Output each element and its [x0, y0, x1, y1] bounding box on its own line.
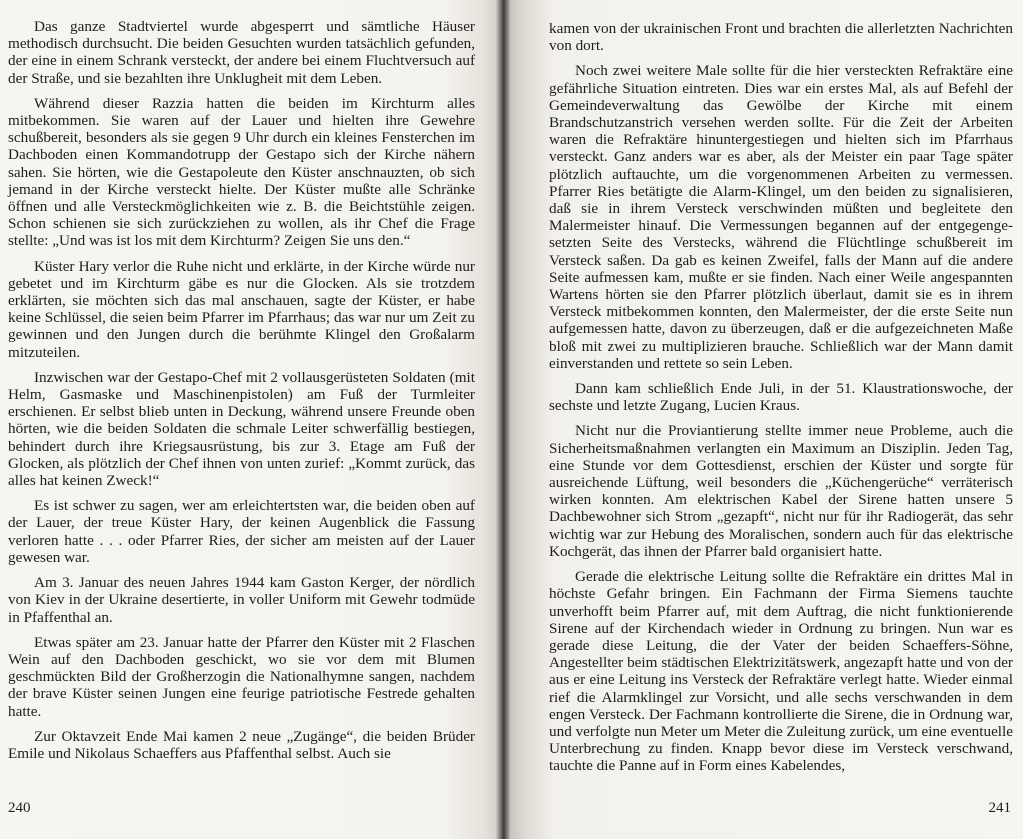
paragraph: Noch zwei weitere Male sollte für die hier versteckten Refraktäre eine gefährliche Situation eintreten. Dies war ein erstes Mal, als auf Befehl der Gemeindeverwaltung das Gewölbe der Kirche mit einem Brandschutzanstrich versehen werden sollte. Für die Zeit der Arbeiten waren die Refraktäre hinuntergestiegen und hielten sich im Pfarrhaus versteckt. Ganz anders war es aber, als der Meister ein paar Tage später plötzlich auftauchte, um die vorgenommenen Arbeiten zu vermessen. Pfarrer Ries betätigte die Alarm-Klingel, um den beiden zu signalisieren, daß sie in ihrem Versteck verschwinden müßten und begleitete den Malermeister hinauf. Die Vermessungen begannen auf der entgegengesetzten Seite des Verstecks, während die Flüchtlinge schußbereit im Versteck saßen. Da gab es keinen Zweifel, falls der Mann auf die andere Seite aufmessen kam, mußte er sie finden. Nach einer Weile angespannten Wartens hörten sie den Pfarrer plötzlich überlaut, damit sie es in ihrem Versteck mitbekommen konnten, den Malermeister, der die erste Seite nun aufgemessen hatte, davon zu überzeugen, daß er die aufgezeichneten Maße bloß mit zwei zu multiplizieren brauche. Schließlich war der Mann damit einverstanden und rettete so sein Leben. [549, 62, 1013, 372]
paragraph: Etwas später am 23. Januar hatte der Pfarrer den Küster mit 2 Flaschen Wein auf den Dachboden geschickt, wo sie vor dem mit Blumen geschmückten Bild der Großherzogin die Nationalhymne sangen, nachdem der brave Küster seinen Jungen eine feurige patriotische Festrede gehalten hatte. [8, 633, 475, 720]
paragraph: Inzwischen war der Gestapo-Chef mit 2 vollausgerüsteten Soldaten (mit Helm, Gasmaske und Maschinenpistolen) am Fuß der Turmleiter erschienen. Er selbst blieb unten in Deckung, während unsere Freunde oben hörten, wie die beiden Soldaten die schmale Leiter schwerfällig bestiegen, behindert durch ihre Kriegsausrüstung, bis zur 3. Etage am Fuß der Glocken, als plötzlich der Chef ihnen von unten zurief: „Kommt zurück, das alles hat keinen Zweck!“ [8, 368, 475, 490]
paragraph: Dann kam schließlich Ende Juli, in der 51. Klaustrationswoche, der sechste und letzte Zugang, Lucien Kraus. [549, 380, 1013, 415]
paragraph: Zur Oktavzeit Ende Mai kamen 2 neue „Zugänge“, die beiden Brüder Emile und Nikolaus Schaeffers aus Pfaffenthal selbst. Auch sie [8, 727, 475, 762]
paragraph: Küster Hary verlor die Ruhe nicht und erklärte, in der Kirche würde nur gebetet und im Kirchturm gäbe es nur die Glocken. Als sie trotzdem erklärten, sie möchten sich das mal anschauen, sagte der Küster, er habe keine Schlüssel, die seien beim Pfarrer im Pfarrhaus; das war nur um Zeit zu gewinnen und den Jungen durch die berühmte Klingel den Großalarm mitzuteilen. [8, 257, 475, 361]
paragraph: kamen von der ukrainischen Front und brachten die allerletzten Nachrichten von dort. [549, 20, 1013, 55]
paragraph: Während dieser Razzia hatten die beiden im Kirchturm alles mitbekommen. Sie waren auf der Lauer und hielten ihre Gewehre schußbereit, besonders als sie gegen 9 Uhr durch ein kleines Fensterchen im Dachboden einen Kommandotrupp der Gestapo sich der Kirche nähern sahen. Sie hörten, wie die Gestapoleute den Küster anschnauzten, ob sich jemand in der Kirche versteckt hielte. Der Küster mußte alle Schränke öffnen und alle Versteckmöglichkeiten wie z. B. die Beichtstühle zeigen. Schon schienen sie sich zurückziehen zu wollen, als ihr Chef die Frage stellte: „Und was ist los mit dem Kirchturm? Zeigen Sie uns den.“ [8, 94, 475, 250]
page-number: 240 [8, 800, 31, 816]
page-number: 241 [988, 800, 1011, 816]
paragraph: Am 3. Januar des neuen Jahres 1944 kam Gaston Kerger, der nördlich von Kiev in der Ukraine desertierte, in voller Uniform mit Gewehr todmüde in Pfaffenthal an. [8, 574, 475, 626]
left-page [0, 0, 503, 839]
paragraph: Gerade die elektrische Leitung sollte die Refraktäre ein drittes Mal in höchste Gefahr bringen. Ein Fachmann der Firma Siemens tauchte unverhofft beim Pfarrer auf, mit dem Auftrag, die nicht funktionierende Sirene auf der Kirchendach wieder in Ordnung zu bringen. Nun war es gerade diese Leitung, die der Vater der beiden Schaeffers-Söhne, Angestellter beim städtischen Elektrizitätswerk, angezapft hatte und von der aus er eine Leitung ins Versteck der Refraktäre verlegt hatte. Wieder einmal rief die Alarmklingel zur Vorsicht, und alle sechs verschwanden in dem engen Versteck. Der Fachmann kontrollierte die Sirene, die in Ordnung war, und verfolgte nun Meter um Meter die Zuleitung zurück, um eine eventuelle Unterbrechung zu finden. Knapp bevor diese im Versteck verschwand, tauchte die Panne auf in Form eines Kabelendes, [549, 568, 1013, 775]
paragraph: Nicht nur die Proviantierung stellte immer neue Probleme, auch die Sicherheitsmaßnahmen verlangten ein Maximum an Disziplin. Jeden Tag, eine Stunde vor dem Gottesdienst, erschien der Küster und sorgte für ausreichende Lüftung, weil besonders die „Küchengerüche“ verräterisch wirken konnten. Am elektrischen Kabel der Sirene hatten unsere 5 Dachbewohner sich Strom „gezapft“, nicht nur für ihr Radiogerät, das sehr wichtig war zur Hebung des Moralischen, sondern auch für das elektrische Kochgerät, das ihnen der Pfarrer bald organisiert hatte. [549, 422, 1013, 560]
book-gutter [496, 0, 510, 839]
right-page [503, 0, 1023, 839]
paragraph: Das ganze Stadtviertel wurde abgesperrt und sämtliche Häuser methodisch durchsucht. Die beiden Gesuchten wurden tatsächlich gefunden, der eine in einem Schrank versteckt, der andere bei einem Fluchtversuch auf der Straße, und sie bezahlten ihre Unklugheit mit dem Leben. [8, 18, 475, 87]
paragraph: Es ist schwer zu sagen, wer am erleichtertsten war, die beiden oben auf der Lauer, der treue Küster Hary, der keinen Augenblick die Fassung verloren hatte . . . oder Pfarrer Ries, der sicher am meisten auf der Lauer gewesen war. [8, 497, 475, 566]
